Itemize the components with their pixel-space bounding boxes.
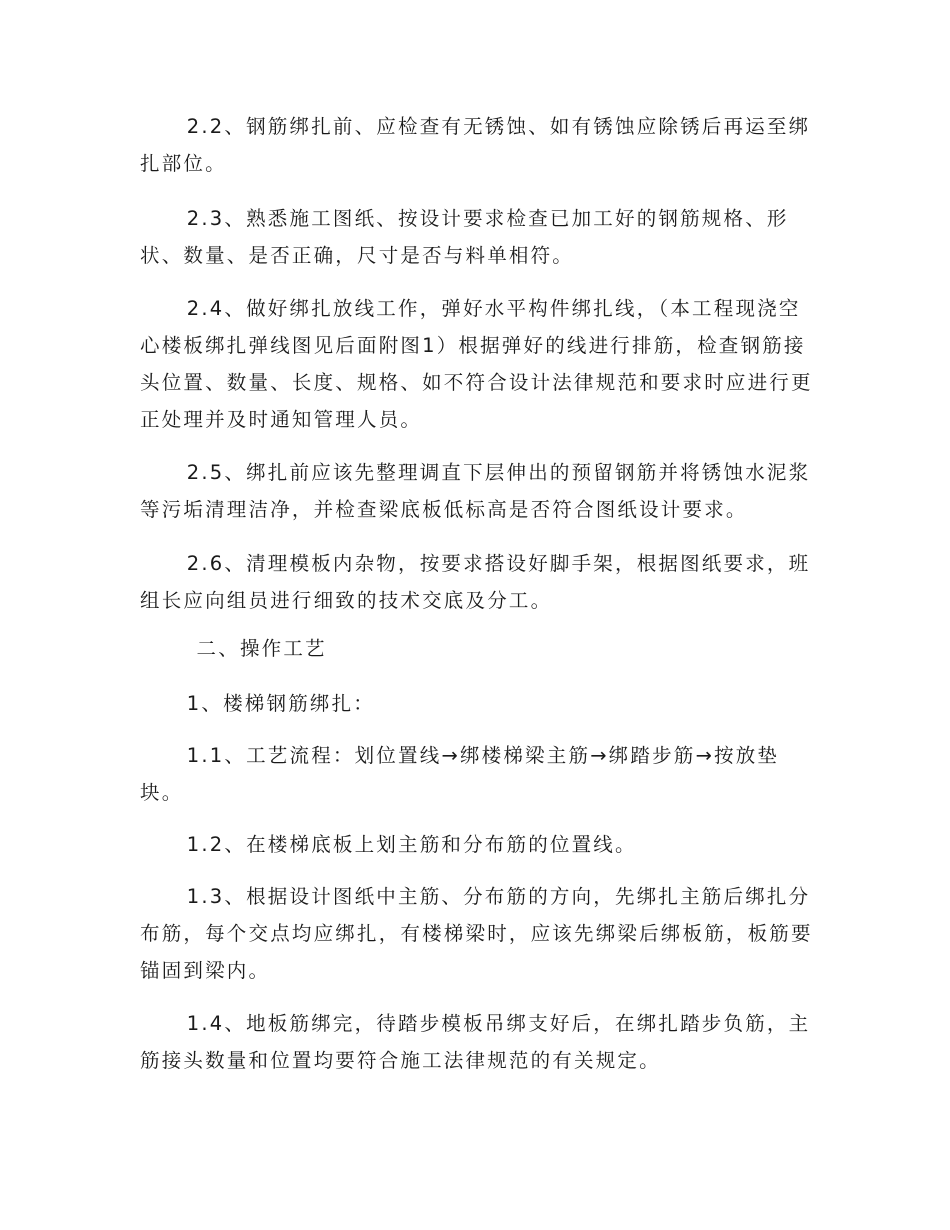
paragraph-1-3: 1.3、根据设计图纸中主筋、分布筋的方向，先绑扎主筋后绑扎分布筋，每个交点均应绑扎，有楼梯梁时，应该先绑梁后绑板筋，板筋要锚固到梁内。: [140, 885, 813, 982]
paragraph-2-6: 2.6、清理模板内杂物，按要求搭设好脚手架，根据图纸要求，班组长应向组员进行细致的技术交底及分工。: [140, 552, 811, 612]
paragraph-2-5: 2.5、绑扎前应该先整理调直下层伸出的预留钢筋并将锈蚀水泥浆等污垢清理洁净，并检查梁底板低标高是否符合图纸设计要求。: [140, 461, 811, 521]
paragraph-1-1: 1.1、工艺流程：划位置线→绑楼梯梁主筋→绑踏步筋→按放垫块。: [140, 744, 780, 804]
section-heading-operation-process: 二、操作工艺: [196, 637, 327, 660]
paragraph-1-4: 1.4、地板筋绑完，待踏步模板吊绑支好后，在绑扎踏步负筋，主筋接头数量和位置均要符合施工法律规范的有关规定。: [140, 1012, 811, 1072]
paragraph-2-3: 2.3、熟悉施工图纸、按设计要求检查已加工好的钢筋规格、形状、数量、是否正确，尺寸是否与料单相符。: [140, 207, 789, 267]
paragraph-2-2: 2.2、钢筋绑扎前、应检查有无锈蚀、如有锈蚀应除锈后再运至绑扎部位。: [140, 115, 811, 175]
paragraph-2-4: 2.4、做好绑扎放线工作，弹好水平构件绑扎线，（本工程现浇空心楼板绑扎弹线图见后面附图1）根据弹好的线进行排筋，检查钢筋接头位置、数量、长度、规格、如不符合设计法律规范和要求时应进行更正处理并及时通知管理人员。: [140, 297, 813, 431]
subheading-stair-rebar-binding: 1、楼梯钢筋绑扎：: [186, 692, 376, 715]
paragraph-1-2: 1.2、在楼梯底板上划主筋和分布筋的位置线。: [186, 833, 637, 856]
